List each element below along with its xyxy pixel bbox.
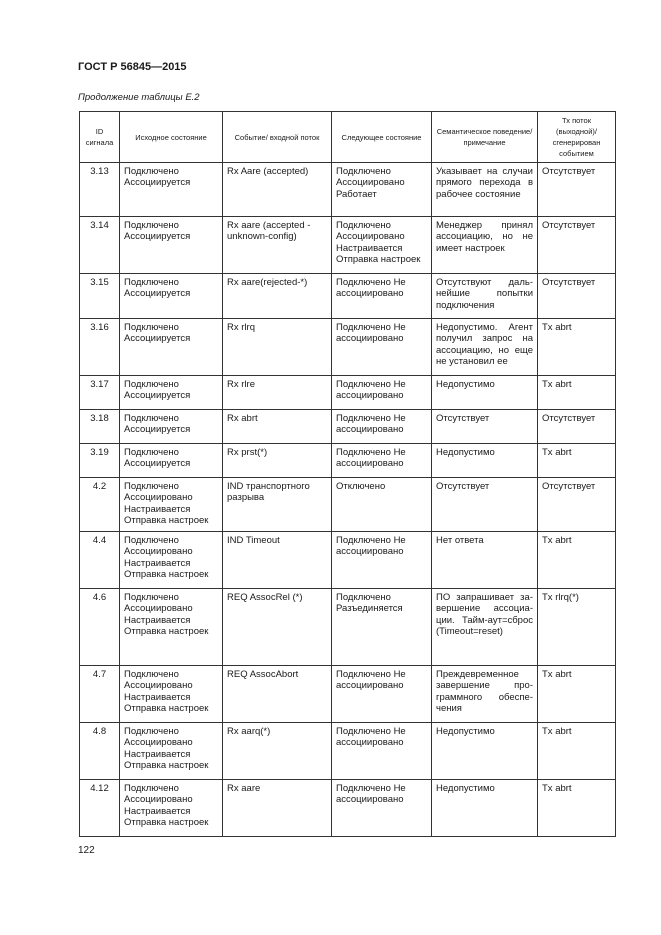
cell-semantics: Нет ответа (432, 532, 538, 589)
cell-initial-state: Подключено Ассоциируется (120, 217, 223, 274)
cell-id: 4.12 (80, 780, 120, 837)
cell-event: Rx prst(*) (223, 444, 332, 478)
cell-tx-stream: Отсутствует (538, 410, 616, 444)
cell-id: 4.7 (80, 666, 120, 723)
cell-next-state: Подключено Разъединяется (332, 589, 432, 666)
cell-event: Rx aarq(*) (223, 723, 332, 780)
table-row (80, 666, 616, 723)
cell-tx-stream: Tx abrt (538, 532, 616, 589)
cell-initial-state: Подключено Ассоциируется (120, 163, 223, 217)
cell-event: Rx Aare (accepted) (223, 163, 332, 217)
table-row (80, 319, 616, 376)
cell-id: 3.14 (80, 217, 120, 274)
cell-initial-state: Подключено Ассоциируется (120, 410, 223, 444)
cell-id: 3.16 (80, 319, 120, 376)
col-header-id: ID сигнала (80, 112, 120, 163)
cell-semantics: Недопустимо (432, 780, 538, 837)
cell-tx-stream: Отсутствует (538, 217, 616, 274)
cell-id: 3.17 (80, 376, 120, 410)
cell-next-state: Подключено Ассоциировано Настраивается Отправка настроек (332, 217, 432, 274)
cell-semantics: Отсутствует (432, 410, 538, 444)
cell-tx-stream: Отсутствует (538, 478, 616, 532)
cell-next-state: Подключено Не ассоциировано (332, 410, 432, 444)
cell-id: 4.8 (80, 723, 120, 780)
cell-initial-state: Подключено Ассоциировано Настраивается Отправка настроек (120, 666, 223, 723)
cell-id: 4.6 (80, 589, 120, 666)
table-row (80, 274, 616, 319)
cell-semantics: Менеджер принял ассоциацию, но не имеет настроек (432, 217, 538, 274)
cell-next-state: Подключено Не ассоциировано (332, 532, 432, 589)
table-row (80, 217, 616, 274)
cell-next-state: Отключено (332, 478, 432, 532)
table-row (80, 478, 616, 532)
cell-initial-state: Подключено Ассоциируется (120, 444, 223, 478)
table-row (80, 532, 616, 589)
page-number: 122 (78, 845, 95, 856)
cell-next-state: Подключено Не ассоциировано (332, 376, 432, 410)
cell-tx-stream: Tx abrt (538, 319, 616, 376)
cell-tx-stream: Tx rlrq(*) (538, 589, 616, 666)
table-row (80, 780, 616, 837)
cell-event: Rx rlre (223, 376, 332, 410)
cell-event: IND транспортного разрыва (223, 478, 332, 532)
cell-id: 4.2 (80, 478, 120, 532)
cell-next-state: Подключено Не ассоциировано (332, 319, 432, 376)
state-table (79, 111, 616, 837)
cell-semantics: Отсутствует (432, 478, 538, 532)
cell-initial-state: Подключено Ассоциировано Настраивается Отправка настроек (120, 478, 223, 532)
cell-next-state: Подключено Не ассоциировано (332, 666, 432, 723)
col-header-initial-state: Исходное состояние (120, 112, 223, 163)
cell-event: Rx aare (accepted -unknown-config) (223, 217, 332, 274)
cell-event: REQ AssocRel (*) (223, 589, 332, 666)
cell-initial-state: Подключено Ассоциируется (120, 274, 223, 319)
cell-id: 4.4 (80, 532, 120, 589)
cell-semantics: Отсутствуют дальнейшие попытки подключения (432, 274, 538, 319)
cell-semantics: Указывает на случаи прямого перехода в рабочее состояние (432, 163, 538, 217)
cell-event: Rx abrt (223, 410, 332, 444)
cell-id: 3.19 (80, 444, 120, 478)
cell-semantics: Недопустимо. Агент получил запрос на ассоциацию, но еще не установил ее (432, 319, 538, 376)
standard-title: ГОСТ Р 56845—2015 (78, 61, 187, 73)
cell-event: IND Timeout (223, 532, 332, 589)
cell-tx-stream: Отсутствует (538, 274, 616, 319)
cell-semantics: Недопустимо (432, 723, 538, 780)
cell-initial-state: Подключено Ассоциируется (120, 319, 223, 376)
table-row (80, 163, 616, 217)
cell-id: 3.13 (80, 163, 120, 217)
cell-initial-state: Подключено Ассоциируется (120, 376, 223, 410)
cell-event: REQ AssocAbort (223, 666, 332, 723)
table-row (80, 376, 616, 410)
cell-semantics: ПО запрашивает завершение ассоциации. Тайм-аут=сброс (Timeout=reset) (432, 589, 538, 666)
col-header-semantics: Семантическое поведение/ примечание (432, 112, 538, 163)
cell-next-state: Подключено Не ассоциировано (332, 723, 432, 780)
cell-next-state: Подключено Не ассоциировано (332, 444, 432, 478)
cell-next-state: Подключено Не ассоциировано (332, 274, 432, 319)
table-row (80, 723, 616, 780)
cell-tx-stream: Tx abrt (538, 780, 616, 837)
cell-initial-state: Подключено Ассоциировано Настраивается Отправка настроек (120, 723, 223, 780)
cell-semantics: Недопустимо (432, 444, 538, 478)
cell-id: 3.15 (80, 274, 120, 319)
cell-next-state: Подключено Не ассоциировано (332, 780, 432, 837)
col-header-next-state: Следующее состояние (332, 112, 432, 163)
table-row (80, 410, 616, 444)
cell-initial-state: Подключено Ассоциировано Настраивается Отправка настроек (120, 589, 223, 666)
table-row (80, 444, 616, 478)
col-header-event: Событие/ входной поток (223, 112, 332, 163)
cell-initial-state: Подключено Ассоциировано Настраивается Отправка настроек (120, 780, 223, 837)
table-row (80, 589, 616, 666)
cell-event: Rx rlrq (223, 319, 332, 376)
cell-tx-stream: Tx abrt (538, 444, 616, 478)
cell-tx-stream: Отсутствует (538, 163, 616, 217)
col-header-tx-stream: Тх поток (выходной)/ сгенерирован событием (538, 112, 616, 163)
cell-event: Rx aare (223, 780, 332, 837)
cell-tx-stream: Tx abrt (538, 376, 616, 410)
table-header-row (80, 112, 616, 163)
cell-semantics: Преждевременное завершение программного обеспечения (432, 666, 538, 723)
cell-event: Rx aare(rejected-*) (223, 274, 332, 319)
cell-next-state: Подключено Ассоциировано Работает (332, 163, 432, 217)
cell-semantics: Недопустимо (432, 376, 538, 410)
cell-tx-stream: Tx abrt (538, 723, 616, 780)
table-continuation-caption: Продолжение таблицы Е.2 (78, 92, 200, 103)
cell-tx-stream: Tx abrt (538, 666, 616, 723)
cell-initial-state: Подключено Ассоциировано Настраивается Отправка настроек (120, 532, 223, 589)
cell-id: 3.18 (80, 410, 120, 444)
